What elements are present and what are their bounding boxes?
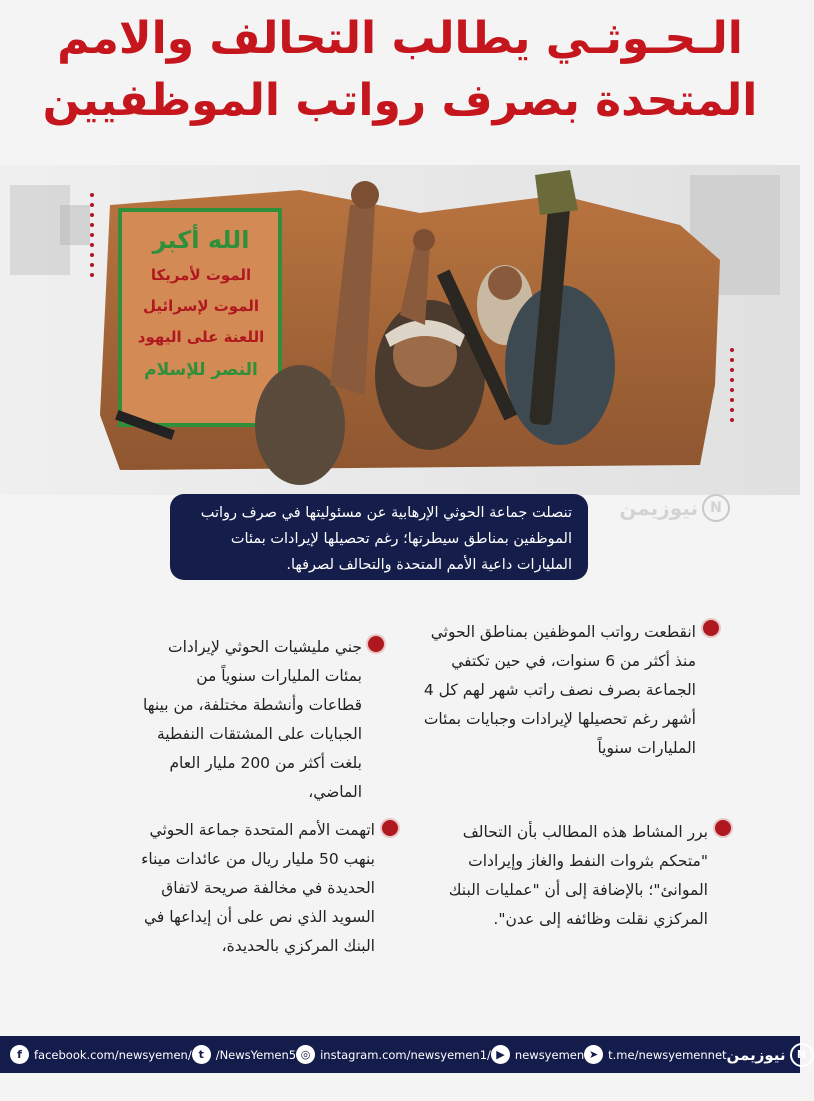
banner-line: الله أكبر	[152, 226, 250, 254]
point-item	[418, 618, 696, 763]
telegram-link[interactable]: t.me/newsyemennet	[608, 1047, 727, 1062]
youtube-icon: ▶	[491, 1045, 510, 1064]
title-line-2: المتحدة بصرف رواتب الموظفيين	[42, 75, 758, 126]
point-item	[426, 818, 708, 934]
youtube-link[interactable]: newsyemen	[514, 1047, 585, 1062]
point-text: برر المشاط هذه المطالب بأن التحالف "متحكم بثروات النفط والغاز وإيرادات الموانئ"؛ بالإضافة إلى أن "عمليات البنك المركزي نقلت وظائفه إلى عدن".	[448, 823, 708, 928]
point-item	[120, 816, 375, 961]
banner-line: الموت لأمريكا	[150, 266, 252, 284]
bullet-dot	[715, 820, 731, 836]
brand-name: نيوزيمن	[619, 496, 698, 520]
footer-logo	[727, 1043, 814, 1067]
brand-mark-icon: N	[702, 494, 730, 522]
instagram-icon: ◎	[296, 1045, 315, 1064]
point-text: انقطعت رواتب الموظفين بمناطق الحوثي منذ أكثر من 6 سنوات، في حين تكتفي الجماعة بصرف نصف راتب شهر لهم كل 4 أشهر رغم تحصيلها لإيرادات وجبايات بمئات المليارات سنوياً	[423, 623, 696, 757]
point-item	[140, 633, 362, 807]
slogan-banner	[128, 220, 274, 420]
footer-twitter[interactable]	[192, 1045, 296, 1064]
point-text: جني مليشيات الحوثي لإيرادات بمئات المليارات سنوياً من قطاعات وأنشطة مختلفة، من بينها الجبايات على المشتقات النفطية بلغت أكثر من 200 مليار العام الماضي،	[143, 638, 362, 801]
facebook-link[interactable]: facebook.com/newsyemen/	[34, 1047, 192, 1062]
instagram-link[interactable]: instagram.com/newsyemen1/	[320, 1047, 491, 1062]
footer-instagram[interactable]	[296, 1045, 491, 1064]
page-title	[20, 8, 780, 132]
footer-youtube[interactable]	[491, 1045, 584, 1064]
footer-logo-mark-icon: N	[790, 1043, 814, 1067]
twitter-link[interactable]: /NewsYemen5	[215, 1047, 297, 1062]
banner-line: الموت لإسرائيل	[142, 297, 260, 315]
footer-bar	[0, 1036, 807, 1073]
brand-watermark	[590, 493, 730, 523]
bullet-dot	[368, 636, 384, 652]
footer-logo-text: نيوزيمن	[726, 1045, 786, 1064]
bullet-dot	[703, 620, 719, 636]
summary-text: تنصلت جماعة الحوثي الإرهابية عن مسئوليتها في صرف رواتب الموظفين بمناطق سيطرتها؛ رغم تحصيلها لإيرادات بمئات المليارات داعية الأمم المتحدة والتحالف لصرفها.	[200, 505, 572, 573]
bottom-strip	[0, 1073, 800, 1101]
title-line-1: الـحـوثـي يطالب التحالف والامم	[57, 13, 743, 64]
banner-line: اللعنة على اليهود	[137, 328, 265, 346]
footer-facebook[interactable]	[10, 1045, 192, 1064]
bullet-dot	[382, 820, 398, 836]
telegram-icon: ➤	[584, 1045, 603, 1064]
facebook-icon: f	[10, 1045, 29, 1064]
point-text: اتهمت الأمم المتحدة جماعة الحوثي بنهب 50 مليار ريال من عائدات ميناء الحديدة في مخالفة صريحة لاتفاق السويد الذي نص على أن إيداعها في البنك المركزي بالحديدة،	[141, 821, 375, 955]
twitter-icon: t	[192, 1045, 211, 1064]
hero-photo	[0, 165, 800, 495]
footer-telegram[interactable]	[584, 1045, 726, 1064]
banner-line: النصر للإسلام	[144, 360, 258, 380]
summary-box	[170, 494, 588, 580]
